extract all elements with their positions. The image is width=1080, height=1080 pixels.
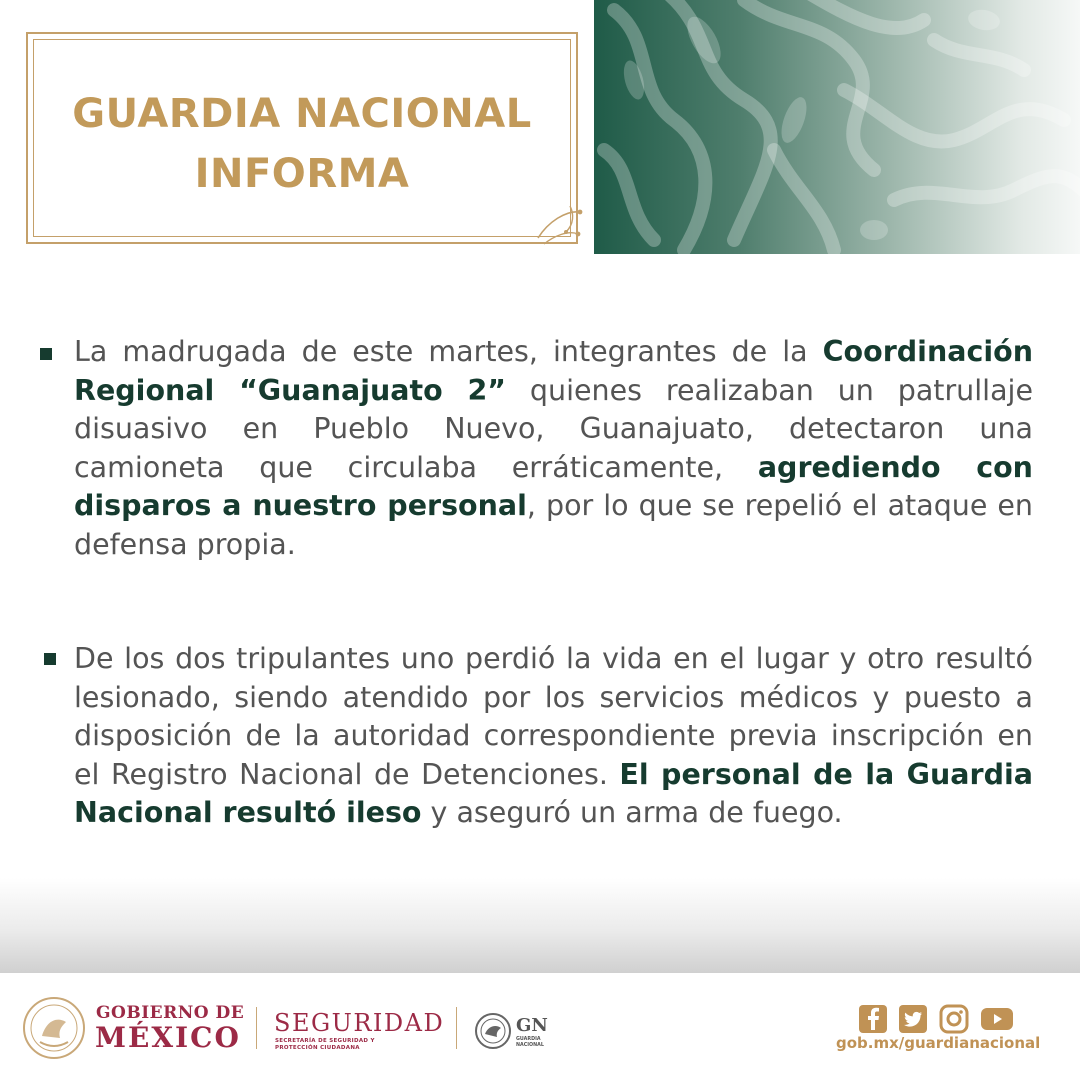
footer <box>0 973 1080 1080</box>
seguridad-title: SEGURIDAD <box>274 1009 445 1037</box>
footer-divider <box>256 1007 257 1049</box>
instagram-icon[interactable] <box>939 1004 969 1034</box>
gn-subtitle <box>516 1037 544 1049</box>
header-title-line2: INFORMA <box>194 151 410 197</box>
youtube-icon[interactable] <box>980 1004 1014 1034</box>
paragraph-1-segment: , por lo que se repelió el ataque en defensa propia. <box>74 489 1033 561</box>
bullet-square-icon <box>44 653 56 665</box>
guardia-nacional-badge-icon <box>474 1012 512 1050</box>
seguridad-subtitle: SECRETARÍA DE SEGURIDAD Y PROTECCIÓN CIUDADANA <box>275 1038 375 1051</box>
paragraph-1-segment: La madrugada de este martes, integrantes de la <box>74 335 823 368</box>
footer-divider <box>456 1007 457 1049</box>
footer-gradient <box>0 878 1080 973</box>
paragraph-1-segment: quienes realizaban un patrullaje disuasivo en Pueblo Nuevo, Guanajuato, detectaron una camioneta que circulaba erráticamente, <box>74 373 1033 484</box>
header-frame <box>26 32 578 244</box>
facebook-icon[interactable] <box>858 1004 888 1034</box>
ornament-flourish-icon <box>530 200 590 250</box>
website-link[interactable]: gob.mx/guardianacional <box>836 1034 1041 1052</box>
gn-title: GN <box>516 1015 548 1036</box>
decorative-pattern-panel <box>594 0 1080 254</box>
paragraph-2-text <box>74 640 1033 833</box>
header-title <box>28 84 576 204</box>
national-seal-icon <box>22 996 86 1060</box>
paragraph-1-bold-unit: Coordinación Regional “Guanajuato 2” <box>74 335 1033 407</box>
gobierno-line2: MÉXICO <box>95 1021 241 1054</box>
paragraph-2-bold-unharmed: El personal de la Guardia Nacional resultó ileso <box>74 757 1033 830</box>
gobierno-line1: GOBIERNO DE <box>96 1003 245 1023</box>
paragraph-2-segment: De los dos tripulantes uno perdió la vida en el lugar y otro resultó lesionado, siendo atendido por los servicios médicos y puesto a disposición de la autoridad correspondiente previa inscripción en el Registro Nacional de Detenciones. <box>74 642 1033 791</box>
paragraph-2-segment: y aseguró un arma de fuego. <box>421 796 843 830</box>
paragraph-1-bold-attack: agrediendo con disparos a nuestro personal <box>74 450 1033 523</box>
bullet-square-icon <box>40 348 52 360</box>
gn-subtitle-line1: GUARDIA <box>516 1037 541 1042</box>
twitter-icon[interactable] <box>898 1004 928 1034</box>
gn-subtitle-line2: NACIONAL <box>516 1043 544 1048</box>
paragraph-1-text <box>74 333 1033 565</box>
ornamental-pattern-icon <box>594 0 1080 254</box>
header-title-line1: GUARDIA NACIONAL <box>72 91 532 137</box>
